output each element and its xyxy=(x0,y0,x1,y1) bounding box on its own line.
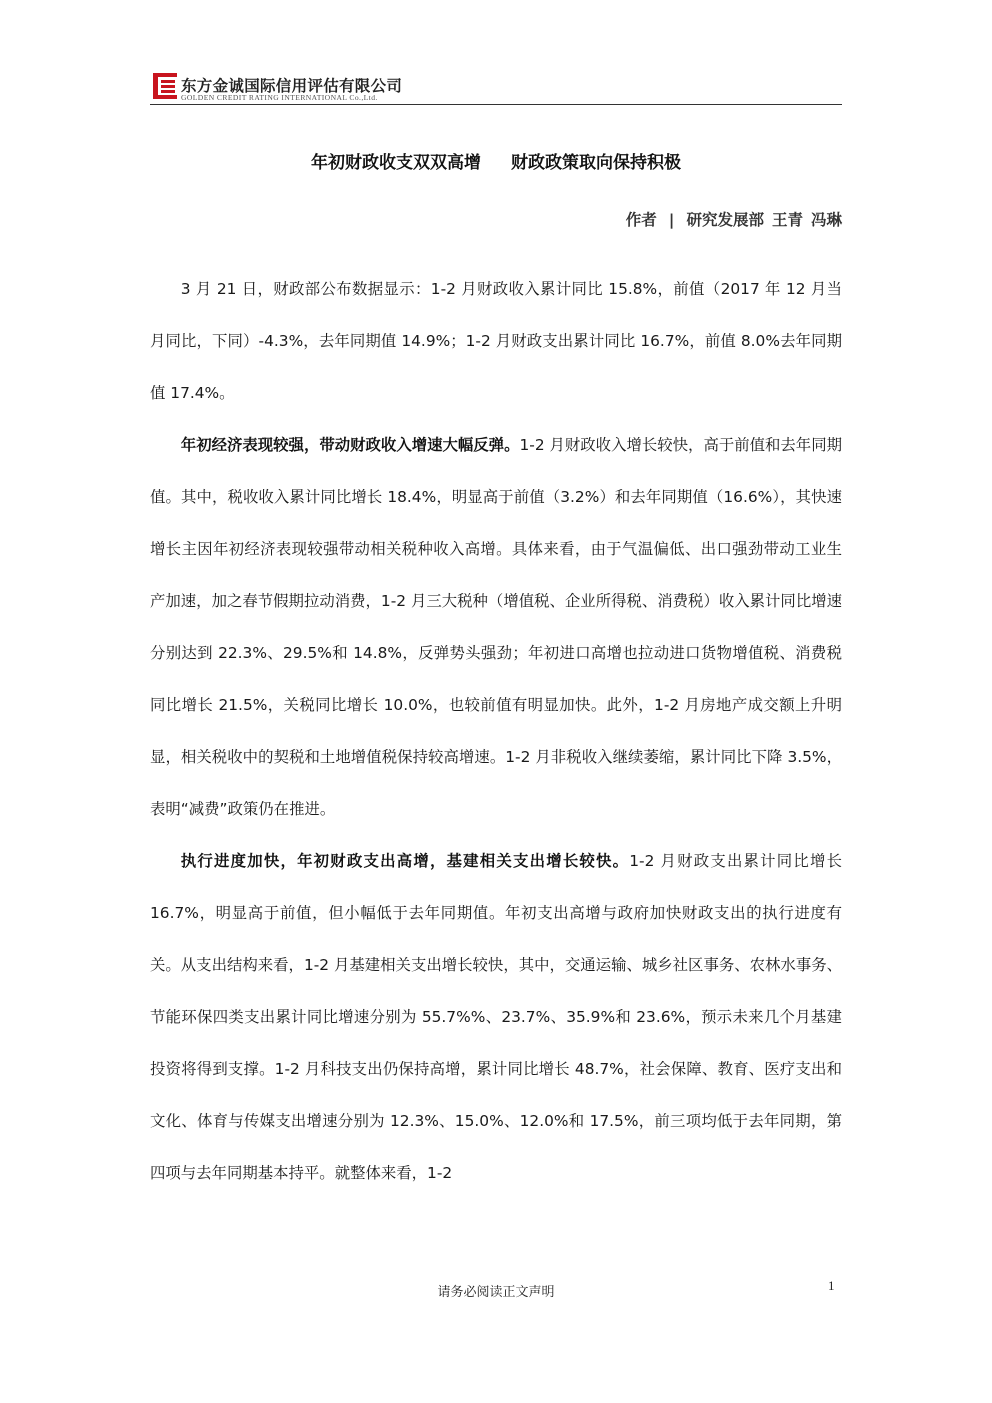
company-logo-icon xyxy=(152,72,178,100)
page-number: 1 xyxy=(828,1278,835,1293)
byline-separator: | xyxy=(668,211,675,229)
page-header xyxy=(152,72,842,106)
author-label: 作者 xyxy=(625,211,657,229)
author-1: 王青 xyxy=(771,211,803,229)
article-body xyxy=(150,263,842,1199)
company-name-cn: 东方金诚国际信用评估有限公司 xyxy=(181,76,403,95)
paragraph-1 xyxy=(150,263,842,419)
title-part-2: 财政政策取向保持积极 xyxy=(511,153,681,173)
department: 研究发展部 xyxy=(686,211,764,229)
paragraph-3-text: 1-2 月财政支出累计同比增长 16.7%，明显高于前值，但小幅低于去年同期值。年初支出高增与政府加快财政支出的执行进度有关。从支出结构来看，1-2 月基建相关支出增长较快，其中，交通运输、城乡社区事务、农林水事务、节能环保四类支出累计同比增速分别为 55.7%%、23.7%、35.9%和 23.6%，预示未来几个月基建投资将得到支撑。1-2 月科技支出仍保持高增，累计同比增长 48.7%，社会保障、教育、医疗支出和文化、体育与传媒支出增速分别为 12.3%、15.0%、12.0%和 17.5%，前三项均低于去年同期，第四项与去年同期基本持平。就整体来看，1-2 xyxy=(150,852,842,1182)
byline xyxy=(626,208,842,230)
paragraph-3 xyxy=(150,835,842,1199)
company-name-en: GOLDEN CREDIT RATING INTERNATIONAL Co.,Ltd. xyxy=(181,93,378,102)
article-title xyxy=(150,148,842,173)
paragraph-2 xyxy=(150,419,842,835)
paragraph-2-lead: 年初经济表现较强，带动财政收入增速大幅反弹。 xyxy=(180,436,520,454)
paragraph-1-text: 3 月 21 日，财政部公布数据显示：1-2 月财政收入累计同比 15.8%，前值（2017 年 12 月当月同比，下同）-4.3%，去年同期值 14.9%；1-2 月财政支出累计同比 16.7%，前值 8.0%去年同期值 17.4%。 xyxy=(150,280,842,402)
paragraph-3-lead: 执行进度加快，年初财政支出高增，基建相关支出增长较快。 xyxy=(180,852,630,870)
title-part-1: 年初财政收支双双高增 xyxy=(311,153,481,173)
paragraph-2-text: 1-2 月财政收入增长较快，高于前值和去年同期值。其中，税收收入累计同比增长 18.4%，明显高于前值（3.2%）和去年同期值（16.6%），其快速增长主因年初经济表现较强带动相关税种收入高增。具体来看，由于气温偏低、出口强劲带动工业生产加速，加之春节假期拉动消费，1-2 月三大税种（增值税、企业所得税、消费税）收入累计同比增速分别达到 22.3%、29.5%和 14.8%，反弹势头强劲；年初进口高增也拉动进口货物增值税、消费税同比增长 21.5%，关税同比增长 10.0%，也较前值有明显加快。此外，1-2 月房地产成交额上升明显，相关税收中的契税和土地增值税保持较高增速。1-2 月非税收入继续萎缩，累计同比下降 3.5%，表明“减费”政策仍在推进。 xyxy=(150,436,842,818)
header-divider xyxy=(150,104,842,105)
disclaimer-note: 请务必阅读正文声明 xyxy=(437,1285,555,1300)
author-2: 冯琳 xyxy=(810,211,842,229)
